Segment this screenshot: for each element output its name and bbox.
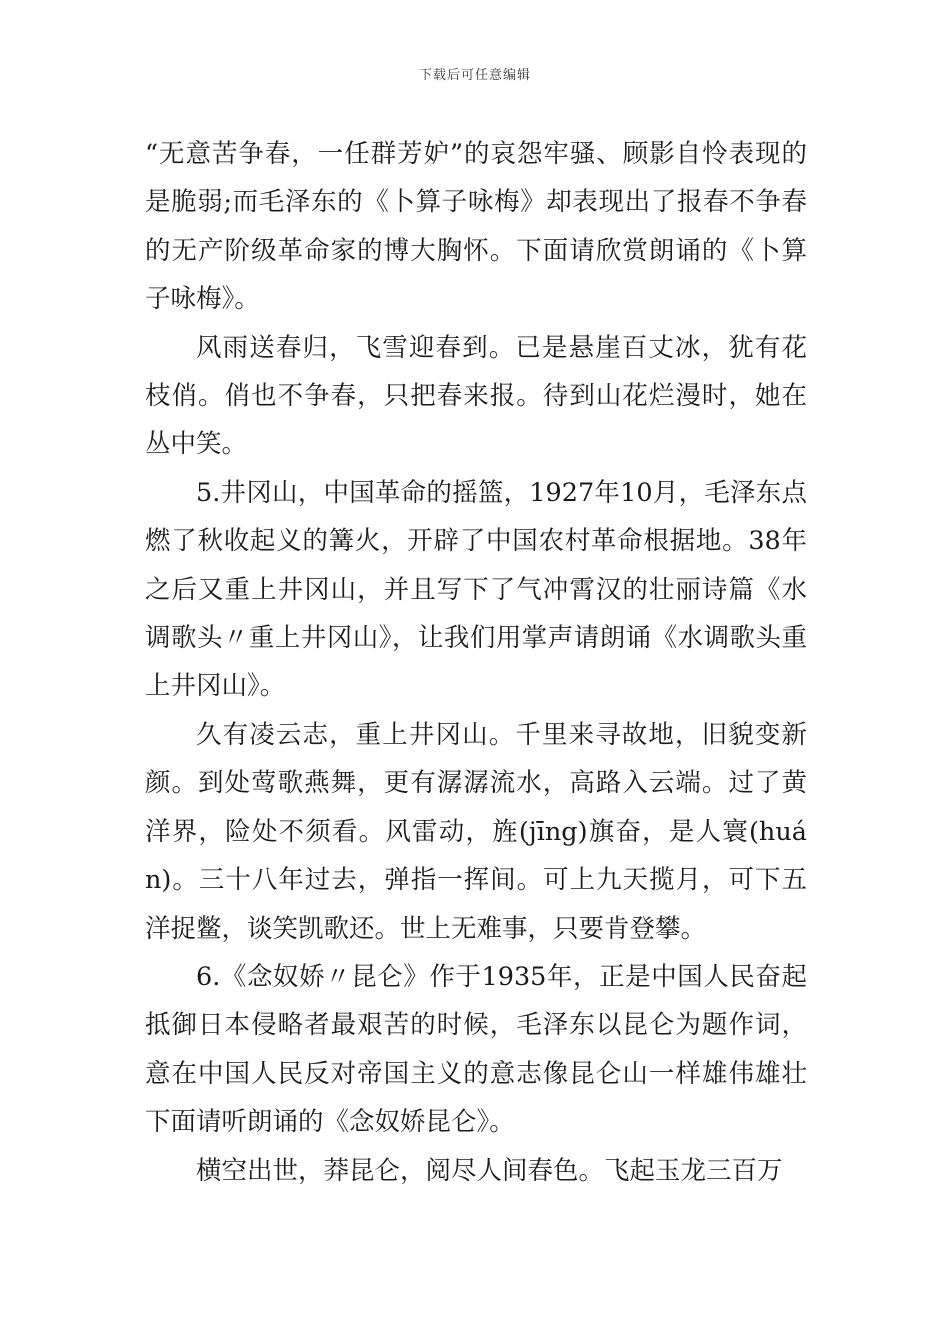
document-body <box>145 130 807 1195</box>
page-header: 下载后可任意编辑 <box>418 68 531 83</box>
paragraph-2: 风雨送春归，飞雪迎春到。已是悬崖百丈冰，犹有花枝俏。俏也不争春，只把春来报。待到山花烂漫时，她在丛中笑。 <box>145 332 807 460</box>
paragraph-3: 5.井冈山，中国革命的摇篮，1927年10月，毛泽东点燃了秋收起义的篝火，开辟了中国农村革命根据地。38年之后又重上井冈山，并且写下了气冲霄汉的壮丽诗篇《水调歌头〃重上井冈山》，让我们用掌声请朗诵《水调歌头重上井冈山》。 <box>145 477 807 702</box>
paragraph-4: 久有凌云志，重上井冈山。千里来寻故地，旧貌变新颜。到处莺歌燕舞，更有潺潺流水，高路入云端。过了黄洋界，险处不须看。风雷动，旌(jīng)旗奋，是人寰(huán)。三十八年过去，弹指一挥间。可上九天揽月，可下五洋捉鳖，谈笑凯歌还。世上无难事，只要肯登攀。 <box>145 719 807 944</box>
paragraph-5: 6.《念奴娇〃昆仑》作于1935年，正是中国人民奋起抵御日本侵略者最艰苦的时候，毛泽东以昆仑为题作词，意在中国人民反对帝国主义的意志像昆仑山一样雄伟雄壮下面请听朗诵的《念奴娇昆仑》。 <box>145 961 807 1138</box>
paragraph-6: 横空出世，莽昆仑，阅尽人间春色。飞起玉龙三百万 <box>196 1155 783 1186</box>
paragraph-1: “无意苦争春，一任群芳妒”的哀怨牢骚、顾影自怜表现的是脆弱;而毛泽东的《卜算子咏梅》却表现出了报春不争春的无产阶级革命家的博大胸怀。下面请欣赏朗诵的《卜算子咏梅》。 <box>145 139 807 315</box>
